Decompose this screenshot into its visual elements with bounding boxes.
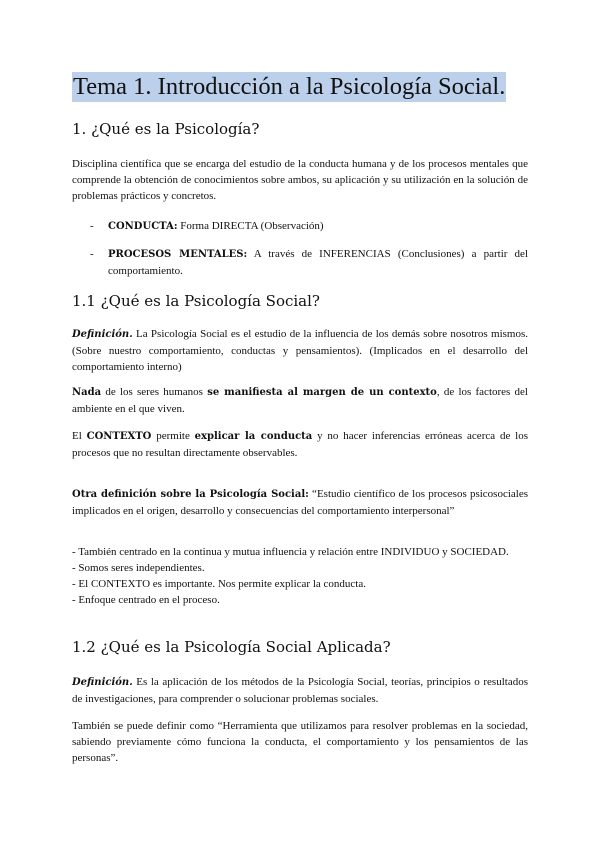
text-span: , de los factores del ambiente en el que viven.	[72, 386, 528, 415]
paragraph-contexto	[72, 428, 528, 461]
text-span: de los seres humanos	[101, 386, 208, 398]
bold-contexto-phrase: se manifiesta al margen de un contexto	[207, 387, 437, 398]
bold-otra-definicion: Otra definición sobre la Psicología Social:	[72, 489, 309, 500]
bold-explicar: explicar la conducta	[194, 431, 313, 442]
bold-nada: Nada	[72, 387, 102, 398]
section-heading-psicologia: 1. ¿Qué es la Psicología?	[72, 120, 260, 138]
psicologia-definition: Disciplina científica que se encarga del estudio de la conducta humana y de los procesos mentales que comprende la obtención de conocimientos sobre ambos, su aplicación y su utilización en la solución de problemas prácticos y concretos.	[72, 158, 528, 202]
aplicada-definition	[72, 674, 528, 707]
section-heading-psicologia-social: 1.1 ¿Qué es la Psicología Social?	[72, 292, 320, 310]
text-span: El	[72, 430, 87, 442]
list-item: - Enfoque centrado en el proceso.	[72, 594, 220, 606]
characteristics-list	[72, 544, 528, 608]
bold-contexto: CONTEXTO	[86, 431, 152, 442]
page-title: Tema 1. Introducción a la Psicología Social.	[73, 73, 506, 100]
text-span: y no hacer inferencias erróneas acerca de los procesos que no resultan directamente observables.	[72, 430, 528, 459]
bullet-dash: -	[90, 248, 94, 260]
bullet-dash: -	[90, 220, 94, 232]
bullet-label: PROCESOS MENTALES:	[108, 249, 248, 260]
list-item: - Somos seres independientes.	[72, 562, 205, 574]
list-item: - También centrado en la continua y mutua influencia y relación entre INDIVIDUO y SOCIEDAD.	[72, 546, 509, 558]
aplicada-paragraph: También se puede definir como “Herramienta que utilizamos para resolver problemas en la sociedad, sabiendo previamente cómo funciona la conducta, el comportamiento y los pensamientos de las personas”.	[72, 720, 528, 764]
psicologia-social-definition	[72, 326, 528, 375]
text-span: “Estudio científico de los procesos psicosociales implicados en el origen, desarrollo y consecuencias del comportamiento interpersonal”	[72, 488, 529, 517]
section-heading-psicologia-social-aplicada: 1.2 ¿Qué es la Psicología Social Aplicada?	[72, 638, 391, 656]
bullet-label: CONDUCTA:	[108, 221, 178, 232]
text-span: permite	[151, 430, 195, 442]
definition-text: Es la aplicación de los métodos de la Psicología Social, teorías, principios o resultados de investigaciones, para comprender o solucionar problemas sociales.	[72, 676, 528, 705]
definition-text: La Psicología Social es el estudio de la influencia de los demás sobre nosotros mismos. (Sobre nuestro comportamiento, conductas y pensamientos). (Implicados en el desarrollo del comportamiento interno)	[72, 328, 528, 373]
paragraph-otra-definicion	[72, 486, 528, 519]
paragraph-nada	[72, 384, 528, 417]
bullet-text: A través de INFERENCIAS (Conclusiones) a partir del comportamiento.	[108, 248, 528, 277]
bullet-text: Forma DIRECTA (Observación)	[177, 220, 324, 232]
definition-label: Definición.	[72, 329, 133, 340]
list-item: - El CONTEXTO es importante. Nos permite explicar la conducta.	[72, 578, 366, 590]
definition-label: Definición.	[72, 677, 133, 688]
